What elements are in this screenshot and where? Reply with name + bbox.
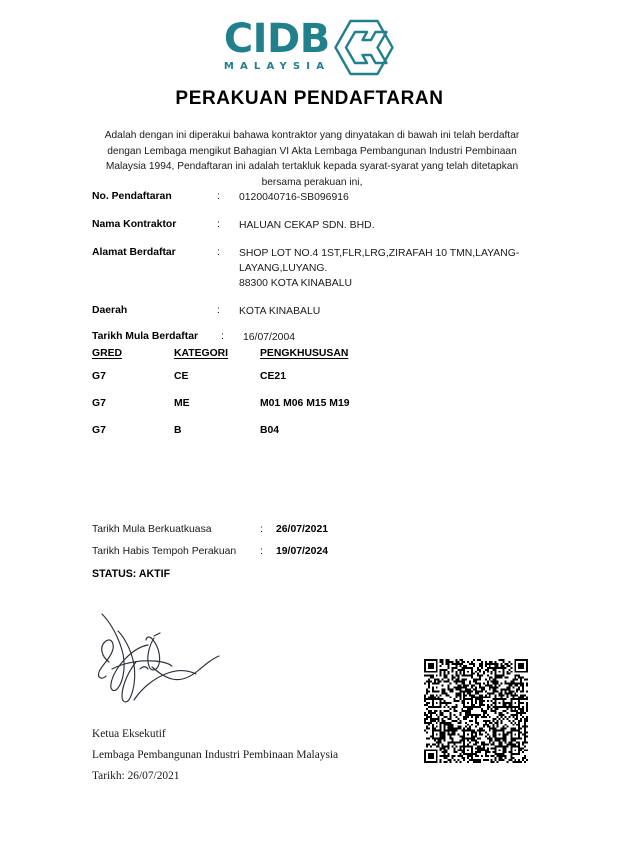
footer-signature-block bbox=[92, 724, 422, 787]
footer-date: Tarikh: 26/07/2021 bbox=[92, 770, 180, 782]
colon-expiry-date: : bbox=[260, 546, 263, 557]
label-effective-date: Tarikh Mula Berkuatkuasa bbox=[92, 524, 212, 535]
cell-gred: G7 bbox=[92, 398, 106, 409]
table-row bbox=[92, 398, 422, 425]
logo-country-label: MALAYSIA bbox=[223, 61, 331, 72]
label-contractor: Nama Kontraktor bbox=[92, 219, 177, 230]
field-row-address bbox=[92, 246, 552, 291]
table-header-row bbox=[92, 348, 422, 371]
column-header-kategori: KATEGORI bbox=[174, 348, 229, 359]
field-row-contractor bbox=[92, 218, 552, 233]
value-address bbox=[239, 246, 552, 291]
table-row bbox=[92, 371, 422, 398]
cell-kategori: ME bbox=[174, 398, 190, 409]
colon-district: : bbox=[217, 305, 220, 316]
label-address: Alamat Berdaftar bbox=[92, 247, 176, 258]
cell-kategori: CE bbox=[174, 371, 189, 382]
cidb-logo bbox=[0, 18, 619, 81]
value-expiry-date: 19/07/2024 bbox=[276, 546, 329, 557]
validity-section bbox=[92, 524, 492, 580]
colon-registration: : bbox=[217, 191, 220, 202]
colon-contractor: : bbox=[217, 219, 220, 230]
value-contractor: HALUAN CEKAP SDN. BHD. bbox=[239, 220, 375, 231]
cell-gred: G7 bbox=[92, 371, 106, 382]
value-registration: 0120040716-SB096916 bbox=[239, 192, 349, 203]
column-header-pengkhususan: PENGKHUSUSAN bbox=[260, 348, 349, 359]
address-line-1: SHOP LOT NO.4 1ST,FLR,LRG,ZIRAFAH 10 TMN,LAYANG- bbox=[239, 248, 520, 259]
cell-pengkhususan: B04 bbox=[260, 425, 280, 436]
footer-organisation: Lembaga Pembangunan Industri Pembinaan Malaysia bbox=[92, 749, 339, 761]
details-section bbox=[92, 190, 552, 345]
cidb-hexagon-icon bbox=[333, 19, 395, 81]
label-expiry-date: Tarikh Habis Tempoh Perakuan bbox=[92, 546, 237, 557]
executive-signature bbox=[88, 600, 238, 710]
verification-qr-code bbox=[424, 659, 528, 763]
cell-pengkhususan: M01 M06 M15 M19 bbox=[260, 398, 350, 409]
colon-start-date: : bbox=[221, 331, 224, 342]
column-header-gred: GRED bbox=[92, 348, 123, 359]
field-row-registration bbox=[92, 190, 552, 205]
preamble-text: Adalah dengan ini diperakui bahawa kontraktor yang dinyatakan di bawah ini telah berdaftar dengan Lembaga mengikut Bahagian VI Akta Lembaga Pembangunan Industri Pembinaan Malaysia 1994, Pendaftaran ini adalah tertakluk kepada syarat-syarat yang telah ditetapkan bersama perakuan ini, bbox=[104, 130, 520, 188]
validity-row-expiry bbox=[92, 546, 492, 557]
label-start-date: Tarikh Mula Berdaftar bbox=[92, 331, 199, 342]
field-row-district bbox=[92, 304, 552, 319]
field-row-start-date bbox=[92, 330, 552, 345]
colon-effective-date: : bbox=[260, 524, 263, 535]
address-line-3: 88300 KOTA KINABALU bbox=[239, 278, 353, 289]
value-effective-date: 26/07/2021 bbox=[276, 524, 329, 535]
label-district: Daerah bbox=[92, 305, 128, 316]
colon-address: : bbox=[217, 247, 220, 258]
grade-table bbox=[92, 348, 422, 452]
value-district: KOTA KINABALU bbox=[239, 306, 321, 317]
table-row bbox=[92, 425, 422, 452]
address-line-2: LAYANG,LUYANG. bbox=[239, 263, 328, 274]
value-start-date: 16/07/2004 bbox=[243, 332, 296, 343]
logo-wordmark: CIDB bbox=[223, 16, 330, 62]
cell-kategori: B bbox=[174, 425, 182, 436]
status-badge: STATUS: AKTIF bbox=[92, 568, 171, 580]
label-registration: No. Pendaftaran bbox=[92, 191, 172, 202]
cell-gred: G7 bbox=[92, 425, 106, 436]
validity-row-effective bbox=[92, 524, 492, 535]
cell-pengkhususan: CE21 bbox=[260, 371, 286, 382]
footer-role: Ketua Eksekutif bbox=[92, 728, 166, 740]
page-title: PERAKUAN PENDAFTARAN bbox=[175, 88, 444, 109]
